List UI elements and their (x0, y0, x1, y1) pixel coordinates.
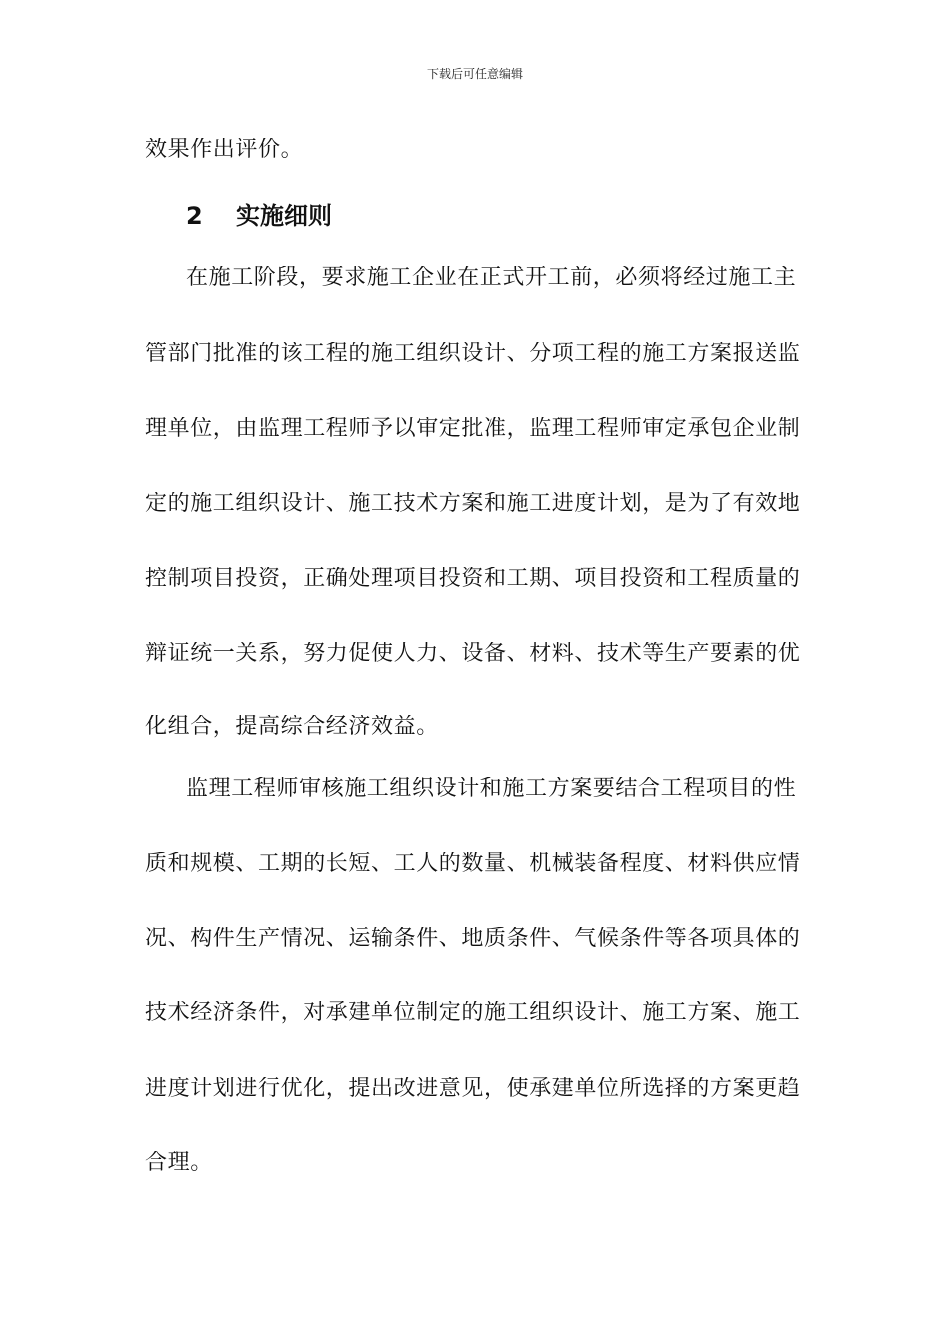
paragraph-line: 效果作出评价。 (145, 138, 304, 162)
paragraph-line: 管部门批准的该工程的施工组织设计、分项工程的施工方案报送监 (145, 342, 801, 366)
paragraph-line: 在施工阶段，要求施工企业在正式开工前，必须将经过施工主 (186, 266, 797, 290)
paragraph-line: 技术经济条件，对承建单位制定的施工组织设计、施工方案、施工 (145, 1001, 801, 1025)
paragraph-line: 质和规模、工期的长短、工人的数量、机械装备程度、材料供应情 (145, 852, 801, 876)
paragraph-line: 况、构件生产情况、运输条件、地质条件、气候条件等各项具体的 (145, 927, 801, 951)
paragraph-line: 化组合，提高综合经济效益。 (145, 715, 439, 739)
paragraph-line: 理单位，由监理工程师予以审定批准，监理工程师审定承包企业制 (145, 417, 801, 441)
paragraph-line: 合理。 (145, 1151, 213, 1175)
paragraph-line: 控制项目投资，正确处理项目投资和工期、项目投资和工程质量的 (145, 567, 801, 591)
section-title: 实施细则 (236, 202, 332, 230)
paragraph-line: 监理工程师审核施工组织设计和施工方案要结合工程项目的性 (186, 777, 797, 801)
paragraph-line: 进度计划进行优化，提出改进意见，使承建单位所选择的方案更趋 (145, 1077, 801, 1101)
section-heading (186, 202, 332, 230)
section-number: 2 (186, 202, 203, 230)
page-header: 下载后可任意编辑 (426, 67, 523, 81)
paragraph-line: 辩证统一关系，努力促使人力、设备、材料、技术等生产要素的优 (145, 642, 801, 666)
paragraph-line: 定的施工组织设计、施工技术方案和施工进度计划，是为了有效地 (145, 492, 801, 516)
